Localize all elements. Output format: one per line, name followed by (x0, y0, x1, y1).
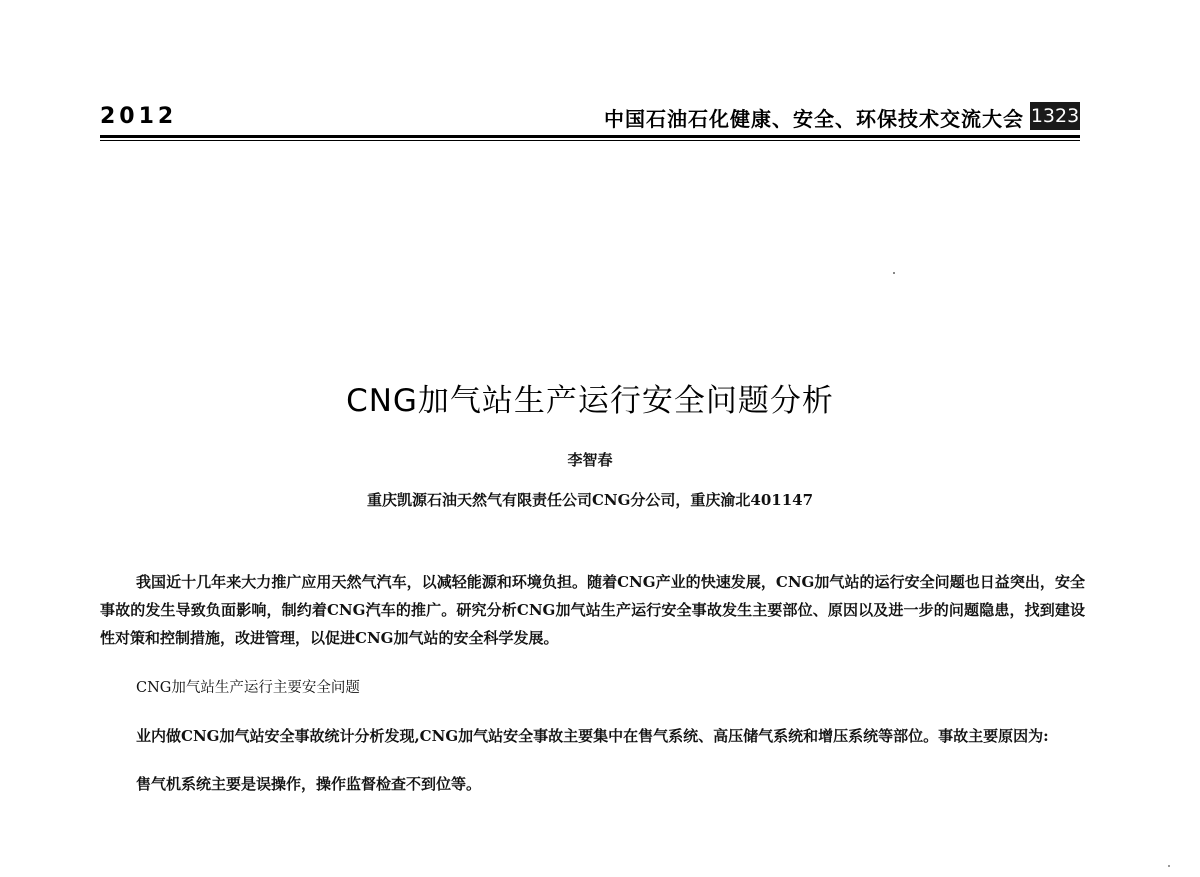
body-paragraph: 售气机系统主要是误操作，操作监督检查不到位等。 (136, 775, 482, 793)
section-heading: CNG加气站生产运行主要安全问题 (136, 680, 360, 696)
header-conference-name: 中国石油石化健康、安全、环保技术交流大会 (604, 107, 1024, 131)
header-rule-thin (100, 140, 1080, 141)
body-paragraph: 业内做CNG加气站安全事故统计分析发现,CNG加气站安全事故主要集中在售气系统、高压储气系统和增压系统等部位。事故主要原因为: (136, 727, 1049, 745)
scan-speck (1168, 865, 1170, 867)
article-body (100, 568, 1085, 798)
page-number-badge: 1323 (1030, 102, 1080, 130)
article-author: 李智春 (567, 451, 613, 469)
article-affiliation: 重庆凯源石油天然气有限责任公司CNG分公司，重庆渝北401147 (366, 491, 814, 509)
header-rule-thick (100, 135, 1080, 138)
running-header (100, 100, 1080, 134)
scan-speck (893, 272, 895, 274)
article-title: CNG加气站生产运行安全问题分析 (346, 383, 834, 419)
header-year: 2012 (100, 104, 178, 129)
abstract-paragraph: 我国近十几年来大力推广应用天然气汽车，以减轻能源和环境负担。随着CNG产业的快速发展，CNG加气站的运行安全问题也日益突出，安全事故的发生导致负面影响，制约着CNG汽车的推广。研究分析CNG加气站生产运行安全事故发生主要部位、原因以及进一步的问题隐患，找到建设性对策和控制措施，改进管理，以促进CNG加气站的安全科学发展。 (100, 573, 1085, 647)
